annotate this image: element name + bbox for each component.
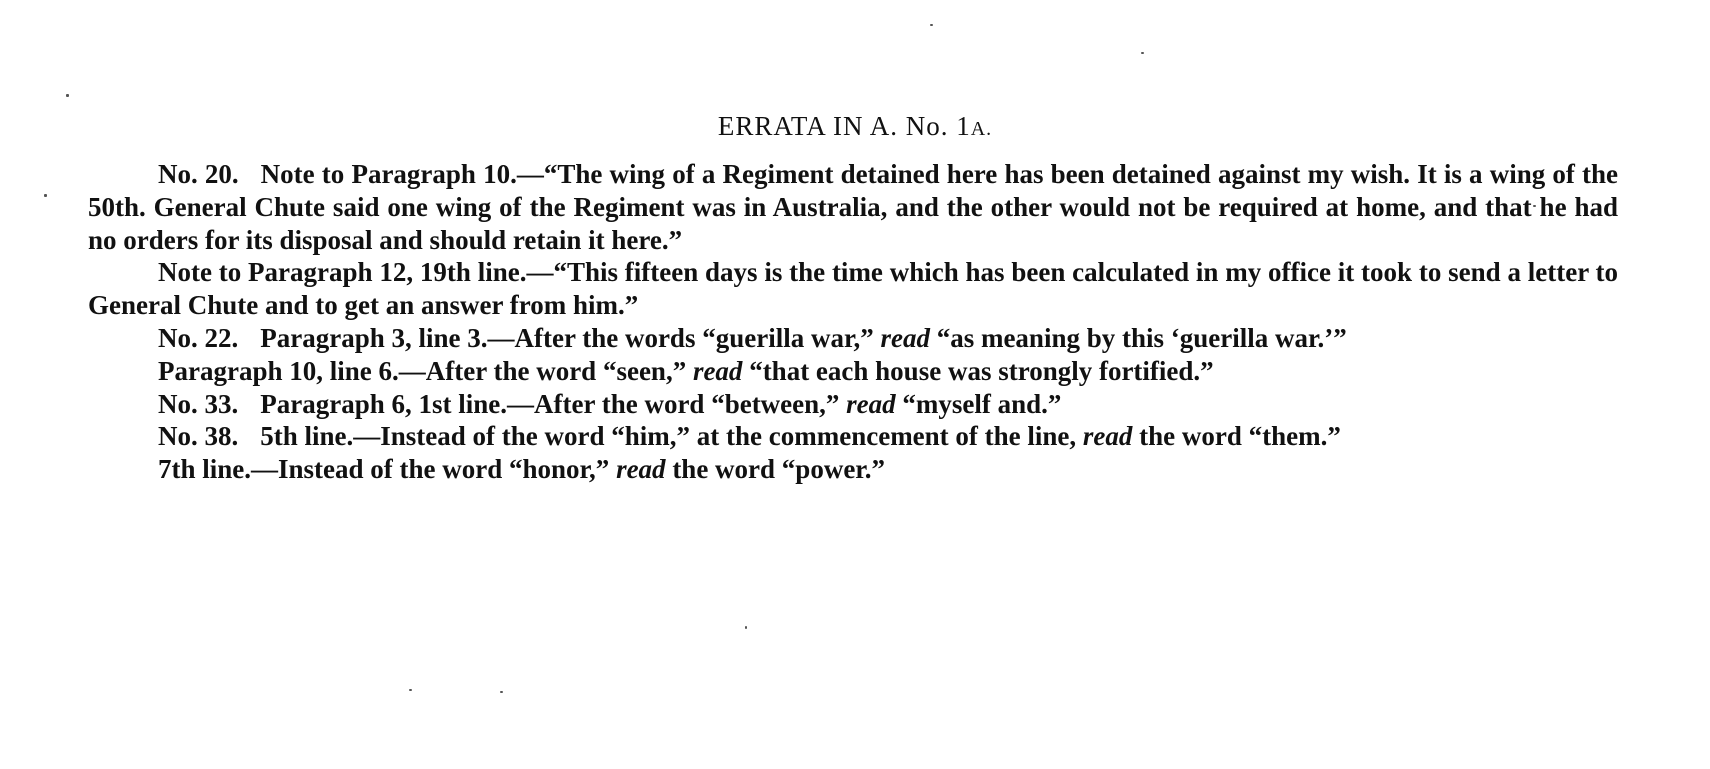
- scan-speck: [409, 689, 412, 691]
- scan-speck: [930, 24, 933, 26]
- title-main: ERRATA IN A. No. 1: [717, 111, 971, 141]
- entry-text: Paragraph 6, 1st line.—After the word “between,”: [260, 388, 847, 419]
- scan-speck: [745, 626, 747, 629]
- errata-entry: [88, 453, 1618, 486]
- errata-entry: [88, 388, 1618, 421]
- page-title: [0, 110, 1710, 145]
- scan-speck: [66, 94, 69, 97]
- entry-text: the word “power.”: [665, 454, 886, 485]
- entry-text: 7th line.—Instead of the word “honor,”: [158, 454, 617, 485]
- errata-entry: [88, 256, 1618, 322]
- scan-speck: [44, 194, 47, 197]
- errata-body: [88, 158, 1618, 486]
- entry-read-word: read: [692, 355, 743, 386]
- entry-text: Paragraph 10, line 6.—After the word “seen,”: [158, 355, 693, 386]
- errata-entry: [88, 355, 1618, 388]
- entry-number: No. 38.: [158, 421, 239, 452]
- entry-text: “as meaning by this ‘guerilla war.’”: [929, 322, 1347, 353]
- errata-entry: [88, 322, 1618, 355]
- entry-text: Paragraph 3, line 3.—After the words “guerilla war,”: [260, 322, 881, 353]
- errata-entry: [88, 158, 1618, 256]
- entry-read-word: read: [880, 322, 930, 353]
- errata-entry: [88, 420, 1618, 453]
- entry-text: “that each house was strongly fortified.”: [742, 355, 1214, 386]
- scan-speck: [1141, 52, 1144, 54]
- entry-read-word: read: [1082, 421, 1133, 452]
- entry-read-word: read: [616, 454, 666, 485]
- entry-number: No. 22.: [158, 322, 239, 353]
- entry-read-word: read: [846, 388, 896, 419]
- entry-text: the word “them.”: [1132, 421, 1341, 452]
- entry-text: “myself and.”: [895, 388, 1062, 419]
- scan-speck: [500, 691, 503, 693]
- entry-text: 5th line.—Instead of the word “him,” at the commencement of the line,: [260, 421, 1083, 452]
- entry-text: Note to Paragraph 12, 19th line.—“This fifteen days is the time which has been calculated in my office it took to send a letter to General Chute and to get an answer from him.”: [88, 257, 1618, 321]
- title-suffix: A.: [970, 118, 993, 140]
- entry-text: Note to Paragraph 10.—“The wing of a Regiment detained here has been detained against my wish. It is a wing of the 50th. General Chute said one wing of the Regiment was in Australia, and the other would not be required at home, and that he had no orders for its disposal and should retain it here.”: [88, 159, 1619, 255]
- entry-number: No. 20.: [158, 159, 239, 189]
- entry-number: No. 33.: [158, 388, 239, 419]
